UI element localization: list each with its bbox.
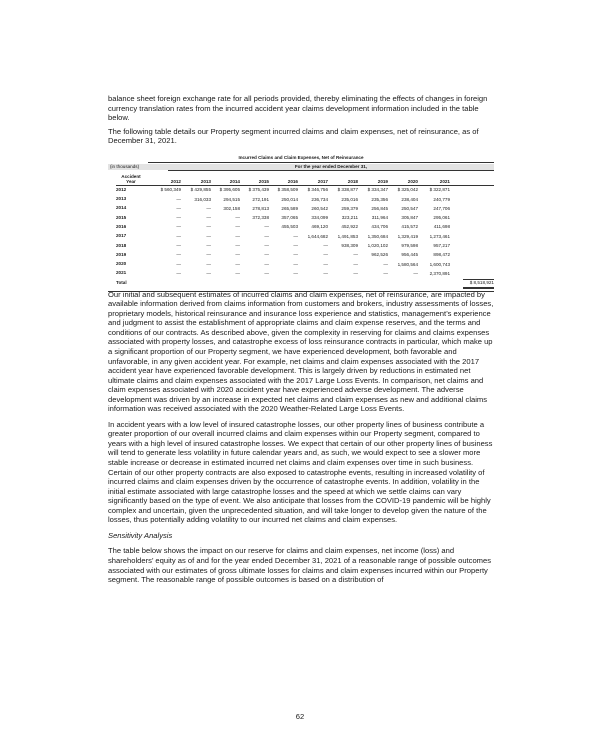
table-cell: 259,379	[341, 205, 358, 211]
table-cell: 305,847	[401, 215, 418, 221]
table-cell: —	[293, 252, 298, 258]
table-cell: —	[176, 252, 181, 258]
table-cell: 323,211	[341, 215, 358, 221]
table-cell: —	[323, 261, 328, 267]
table-cell: 311,964	[371, 215, 388, 221]
incurred-claims-table	[108, 154, 494, 286]
table-bottom-rule	[108, 291, 494, 292]
table-cell: 1,350,684	[367, 233, 388, 239]
table-cell: —	[206, 261, 211, 267]
table-cell: —	[235, 261, 240, 267]
table-cell: $ 358,509	[277, 187, 298, 193]
table-cell: $ 560,349	[160, 187, 181, 193]
table-cell: —	[323, 252, 328, 258]
table-cell: 357,065	[281, 215, 298, 221]
section-heading-sensitivity: Sensitivity Analysis	[108, 530, 173, 540]
table-cell: —	[176, 243, 181, 249]
table-cell: 256,845	[371, 205, 388, 211]
column-header-2019: 2019	[377, 179, 388, 185]
table-cell: $ 322,871	[429, 187, 450, 193]
column-header-2016: 2016	[287, 179, 298, 185]
paragraph-sensitivity: The table below shows the impact on our reserve for claims and claim expenses, net income (loss) and shareholders’ equity as of and for the year ended December 31, 2021 of a reasonable range of possible outcomes associated with our estimates of gross ultimate losses for claims and claim expenses incurred within our Property segment. The reasonable range of possible outcomes is based on a distribution of	[108, 546, 492, 585]
table-cell: —	[293, 233, 298, 239]
table-cell: 455,503	[281, 224, 298, 230]
paragraph-accident-years: In accident years with a low level of insured catastrophe losses, our other property lines of business contribute a greater proportion of our overall incurred claims and claim expenses within our Property segment, compared to years with a high level of insured catastrophe losses. We expect that certain of our other property lines of business will tend to generate less volatility in future calendar years and, as such, we would expect to see a slower more stable increase or decrease in estimated incurred net claims and claim expenses over time in such business. Certain of our other property contracts are also exposed to catastrophe events, resulting in increased volatility of incurred claims and claim expenses driven by the occurrence of catastrophe events. In addition, volatility in the initial estimate associated with large catastrophe losses and the speed at which we settle claims can vary significantly based on the type of event. We also anticipate that losses from the COVID-19 pandemic will be highly complex and uncertain, given the unprecedented situation, and will take longer to develop given the nature of the losses, thus potentially adding volatility to our incurred net claims and claim expenses.	[108, 419, 493, 525]
accident-year-2012: 2012	[116, 186, 127, 192]
table-cell: 250,547	[401, 205, 418, 211]
table-cell: —	[293, 261, 298, 267]
table-cell: —	[206, 224, 211, 230]
table-span-rule	[168, 170, 494, 171]
table-cell: 278,813	[252, 205, 269, 211]
table-cell: —	[383, 270, 388, 276]
document-page	[108, 94, 494, 585]
table-cell: —	[206, 215, 211, 221]
table-cell: $ 338,877	[337, 187, 358, 193]
table-cell: —	[264, 252, 269, 258]
paragraph-table-intro: The following table details our Property segment incurred claims and claim expenses, net of reinsurance, as of December 31, 2021.	[108, 126, 479, 146]
table-span-header: For the year ended December 31,	[294, 163, 368, 169]
table-cell: —	[264, 233, 269, 239]
table-cell: —	[353, 270, 358, 276]
table-cell: 956,445	[401, 252, 418, 258]
table-cell: —	[206, 243, 211, 249]
table-cell: 898,472	[433, 252, 450, 258]
table-cell: 236,734	[311, 196, 328, 202]
column-header-2014: 2014	[229, 179, 240, 185]
table-cell: 316,033	[194, 196, 211, 202]
table-cell: —	[176, 270, 181, 276]
table-total-double-rule	[463, 288, 494, 289]
table-cell: 250,014	[281, 196, 298, 202]
table-cell: —	[176, 196, 181, 202]
table-cell: 372,338	[252, 215, 269, 221]
table-cell: —	[235, 270, 240, 276]
column-header-2017: 2017	[317, 179, 328, 185]
table-cell: —	[353, 252, 358, 258]
table-cell: —	[264, 243, 269, 249]
table-cell: —	[206, 205, 211, 211]
table-cell: 1,600,743	[429, 261, 450, 267]
table-cell: $ 334,347	[367, 187, 388, 193]
table-cell: $ 375,439	[248, 187, 269, 193]
table-cell: 1,020,102	[367, 243, 388, 249]
table-cell: —	[264, 224, 269, 230]
accident-year-2017: 2017	[116, 233, 127, 239]
table-cell: 235,016	[341, 196, 358, 202]
accident-year-2021: 2021	[116, 270, 127, 276]
table-cell: 260,542	[311, 205, 328, 211]
table-cell: 294,515	[223, 196, 240, 202]
table-cell: 469,120	[311, 224, 328, 230]
table-cell: 238,404	[401, 196, 418, 202]
table-cell: 415,572	[401, 224, 418, 230]
table-cell: 938,309	[341, 243, 358, 249]
table-cell: 334,099	[311, 215, 328, 221]
table-cell: 411,698	[433, 224, 450, 230]
table-cell: —	[176, 261, 181, 267]
table-cell: $ 325,042	[397, 187, 418, 193]
table-total-value: $ 8,518,921	[469, 280, 494, 286]
table-cell: 1,273,461	[429, 233, 450, 239]
table-cell: 1,329,419	[397, 233, 418, 239]
table-cell: —	[206, 270, 211, 276]
table-cell: —	[176, 224, 181, 230]
accident-year-2019: 2019	[116, 251, 127, 257]
table-cell: 1,580,564	[397, 261, 418, 267]
table-title-rule	[148, 162, 494, 163]
table-cell: —	[264, 261, 269, 267]
table-cell: 247,706	[433, 205, 450, 211]
table-cell: 1,491,853	[337, 233, 358, 239]
table-cell: 272,191	[252, 196, 269, 202]
table-cell: $ 395,605	[219, 187, 240, 193]
table-cell: —	[176, 205, 181, 211]
column-header-2020: 2020	[407, 179, 418, 185]
table-cell: —	[206, 252, 211, 258]
column-header-2013: 2013	[200, 179, 211, 185]
table-cell: —	[235, 252, 240, 258]
table-cell: —	[235, 243, 240, 249]
table-cell: —	[206, 233, 211, 239]
accident-year-2018: 2018	[116, 242, 127, 248]
column-header-2021: 2021	[439, 179, 450, 185]
table-cell: 962,526	[371, 252, 388, 258]
page-number: 62	[295, 712, 305, 721]
table-cell: —	[323, 243, 328, 249]
table-total-label: Total	[116, 280, 127, 286]
table-cell: —	[235, 233, 240, 239]
table-cell: —	[235, 224, 240, 230]
column-header-2015: 2015	[258, 179, 269, 185]
table-cell: 452,922	[341, 224, 358, 230]
table-cell: 302,158	[223, 205, 240, 211]
table-cell: —	[293, 243, 298, 249]
accident-year-2016: 2016	[116, 223, 127, 229]
table-cell: —	[383, 261, 388, 267]
table-cell: —	[176, 233, 181, 239]
accident-year-2014: 2014	[116, 205, 127, 211]
table-cell: 235,356	[371, 196, 388, 202]
table-cell: 265,589	[281, 205, 298, 211]
column-header-2012: 2012	[170, 179, 181, 185]
table-row-header-year: Year	[126, 179, 136, 185]
table-cell: —	[176, 215, 181, 221]
accident-year-2015: 2015	[116, 214, 127, 220]
table-cell: $ 429,855	[190, 187, 211, 193]
table-row-header: Accident	[121, 173, 141, 179]
table-cell: 957,217	[433, 243, 450, 249]
table-cell: —	[413, 270, 418, 276]
table-cell: —	[293, 270, 298, 276]
column-header-2018: 2018	[347, 179, 358, 185]
table-title: Incurred Claims and Claim Expenses, Net of Reinsurance	[238, 154, 364, 160]
table-cell: —	[323, 270, 328, 276]
table-units-label: (in thousands)	[110, 163, 140, 169]
table-cell: 1,644,682	[307, 233, 328, 239]
table-cell: —	[235, 215, 240, 221]
table-header-rule	[116, 185, 494, 186]
table-cell: 979,598	[401, 243, 418, 249]
accident-year-2020: 2020	[116, 261, 127, 267]
table-cell: 240,779	[433, 196, 450, 202]
table-cell: —	[353, 261, 358, 267]
table-cell: —	[264, 270, 269, 276]
table-cell: 434,706	[371, 224, 388, 230]
paragraph-estimates: Our initial and subsequent estimates of incurred claims and claim expenses, net of reinsurance, are impacted by available information derived from claims information from customers and brokers, industry assessments of losses, proprietary models, historical reinsurance and insurance loss experience and statistics, management’s experience and judgment to assist the establishment of appropriate claims and claim expense reserves, and the terms and conditions of our contracts. As described above, given the complexity in reserving for claims and claims expenses associated with property losses, and catastrophe excess of loss reinsurance contracts in particular, which make up a significant proportion of our Property segment, we have experienced development, both favorable and unfavorable, in any given accident year. For example, net claims and claim expenses associated with the 2017 accident year have experienced favorable development. This is largely driven by reductions in estimated net ultimate claims and claim expenses associated with the 2017 Large Loss Events. In comparison, net claims and claim expenses associated with 2020 accident year have experienced adverse development. The adverse development was driven by an increase in expected net claims and claim expenses as new and additional claims information was received associated with the 2020 Weather-Related Large Loss Events.	[108, 289, 494, 414]
table-cell: 2,370,891	[429, 270, 450, 276]
accident-year-2013: 2013	[116, 196, 127, 202]
paragraph-intro: balance sheet foreign exchange rate for all periods provided, thereby eliminating the effects of changes in foreign currency translation rates from the incurred accident year claims development information included in the table below.	[108, 94, 488, 123]
table-cell: $ 346,756	[307, 187, 328, 193]
table-cell: 295,061	[433, 215, 450, 221]
